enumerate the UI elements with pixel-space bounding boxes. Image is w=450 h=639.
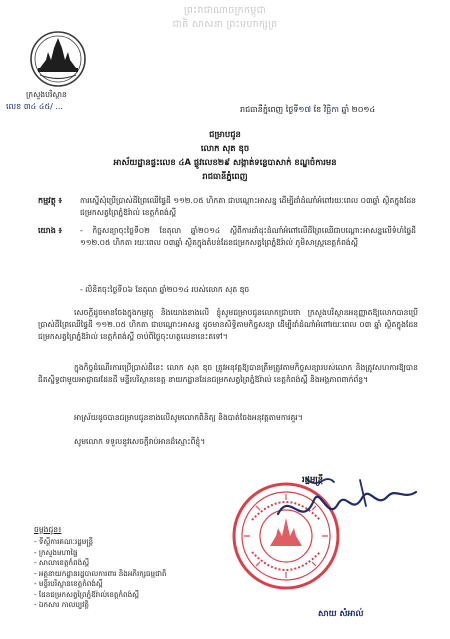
date-day: ១៧ (298, 105, 312, 114)
cc-list-item: - សាលាខេត្តកំពង់ស្ពឺ (34, 558, 90, 568)
signatory-title: រដ្ឋមន្ត្រី (302, 474, 324, 484)
recipient-address-line1: អាស័យដ្ឋានផ្ទះលេខ ៤A ផ្លូវលេខ២៩ សង្កាត់ទន្លេបាសាក់ ខណ្ឌចំការមន (113, 157, 337, 167)
cc-list-item: - អគ្គនាយកដ្ឋានរដ្ឋបាលការពារ និងអភិរក្សធម្មជាតិ (34, 568, 167, 578)
kingdom-title: ព្រះរាជាណាចក្រកម្ពុជា (183, 5, 267, 16)
body-paragraph-4: សូមលោក ទទួលនូវសេចក្តីរាប់អានដ៏ស្មោះពីខ្ញុំ។ (74, 437, 206, 446)
body-paragraph-3: អាស្រ័យដូចបានជម្រាបជូនខាងលើសូមលោកពិនិត្យ និងបាត់ចែងអនុវត្តតាមការគួរ។ (74, 413, 303, 422)
cc-list (34, 537, 167, 611)
signatory-name: សាយ សំអាល់ (318, 608, 364, 618)
date-year: ឆ្នាំ ២០១៤ (338, 105, 376, 114)
ministry-emblem-icon (28, 30, 88, 88)
recipient-address-line2: រាជធានីភ្នំពេញ (202, 171, 248, 181)
cc-title: ចម្លងជូន៖ (34, 525, 62, 534)
recipient-heading: ជម្រាបជូន (209, 129, 241, 139)
reference-item-1: - កិច្ចសន្យាចុះថ្ងៃទី០២ ខែតុលា ឆ្នាំ២០១៤ ស្តីពីការដាំដុះដំណាំអំពៅលើដីព្រៃឈើជាបណ្តោះអាសន្នលើទំហំផ្ទៃដី ១១២.០៥ ហិកតា រយៈពេល ០៣ឆ្នាំ ស្ថិតក្នុងតំបន់ដែនជម្រកសត្វព្រៃភ្នំឱរ៉ាល់ ភូមិសាស្ត្រខេត្តកំពង់ស្ពឺ (80, 226, 416, 247)
ministry-name: ក្រសួងបរិស្ថាន (26, 90, 67, 99)
date-prefix: រាជធានីភ្នំពេញ ថ្ងៃទី (240, 105, 299, 114)
date-line (240, 104, 375, 116)
body-paragraph-1: សេចក្តីដូចមានចែងក្នុងកម្មវត្ថុ និងយោងខាងលើ ខ្ញុំសូមជម្រាបជូនលោកជ្រាបថា ក្រសួងបរិស្ថានអនុញ្ញាតឱ្យលោកបានប្រើប្រាស់ដីព្រៃឈើផ្ទៃដី ១១២.០៥ ហិកតា ជាបណ្តោះអាសន្ន ដូចមានសិទ្ធិតាមកិច្ចសន្យា ដើម្បីដាំដំណាំអំពៅរយៈពេល ០៣ ឆ្នាំ ស្ថិតក្នុងដែនជម្រកសត្វព្រៃភ្នំឱរ៉ាល់ ខេត្តកំពង់ស្ពឺ ចាប់ពីថ្ងៃចុះហត្ថលេខានេះតទៅ។ (38, 308, 418, 341)
recipient-name: លោក សុត ឌុច (200, 143, 250, 153)
subject-text: ការស្នើសុំប្រើប្រាស់ដីព្រៃឈើផ្ទៃដី ១១២.០៥ ហិកតា ជាបណ្តោះអាសន្ន ដើម្បីដាំដំណាំអំពៅរយៈពេល ០៣ឆ្នាំ ស្ថិតក្នុងដែនជម្រកសត្វព្រៃភ្នំឱរ៉ាល់ ខេត្តកំពង់ស្ពឺ (80, 196, 416, 217)
handwritten-signature-icon (272, 470, 422, 540)
reference-label: យោង ៖ (38, 226, 63, 235)
reference-number: លេខ ៣៤ ៤៥/ ... (6, 102, 64, 111)
cc-list-item: - ទីស្តីការគណៈរដ្ឋមន្ត្រី (34, 537, 94, 546)
body-paragraph-2: ក្នុងកិច្ចដំណើរការប្រើប្រាស់ដីនេះ លោក សុត ឌុច ត្រូវអនុវត្តឱ្យបានត្រឹមត្រូវតាមកិច្ចសន្យារបស់លោក និងត្រូវសហការឱ្យបានជិតស្និទ្ធជាមួយអាជ្ញាធរដែនដី មន្ទីរបរិស្ថានខេត្ត នាយកដ្ឋានដែនជម្រកសត្វព្រៃភ្នំឱរ៉ាល់ ខេត្តកំពង់ស្ពឺ និងអង្គភាពពាក់ព័ន្ធ។ (38, 363, 418, 384)
reference-item-2: - លិខិតចុះថ្ងៃទី០៦ ខែតុលា ឆ្នាំ២០១៤ របស់លោក សុត ឌុច (80, 285, 250, 294)
cc-list-item: - មន្ទីរបរិស្ថានខេត្តកំពង់ស្ពឺ (34, 579, 103, 589)
subject-label: កម្មវត្ថុ ៖ (38, 196, 63, 205)
cc-list-item: - ដែនជម្រកសត្វព្រៃភ្នំឱរ៉ាល់ខេត្តកំពង់ស្ពឺ (34, 589, 139, 599)
cc-list-item: - ក្រសួងមហាផ្ទៃ (34, 547, 78, 557)
cc-list-item: - ឯកសារ កាលប្បវត្តិ (34, 600, 89, 610)
date-month: វិច្ឆិកា (323, 105, 339, 114)
national-motto: ជាតិ សាសនា ព្រះមហាក្សត្រ (172, 19, 278, 30)
date-month-label: ខែ (311, 105, 324, 114)
